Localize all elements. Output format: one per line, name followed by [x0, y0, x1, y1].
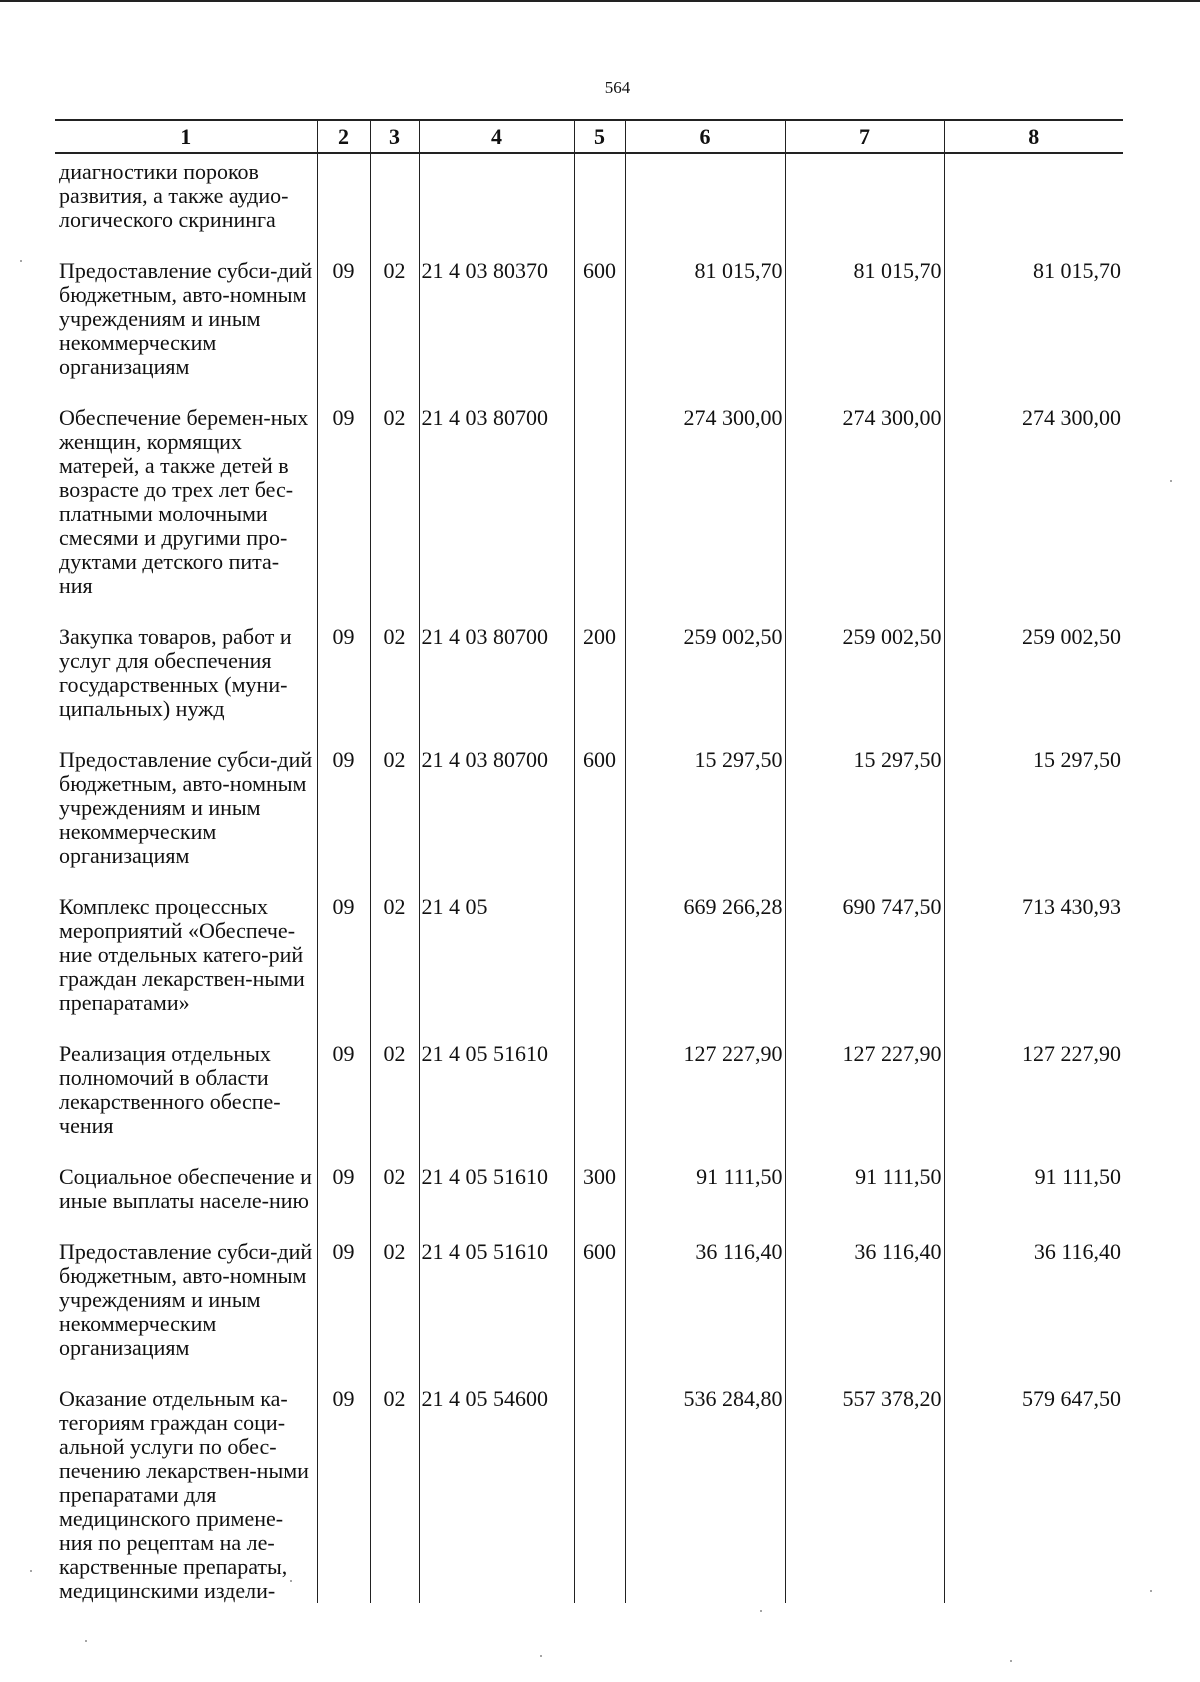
amount-col-8: 713 430,93	[944, 895, 1123, 1042]
amount-col-6: 259 002,50	[625, 625, 785, 748]
amount-col-8: 274 300,00	[944, 406, 1123, 625]
table-row	[55, 153, 1123, 259]
section-code: 09	[317, 1387, 370, 1603]
amount-col-6: 81 015,70	[625, 259, 785, 406]
subsection-code: 02	[370, 895, 419, 1042]
scan-speck	[85, 1640, 87, 1642]
section-code: 09	[317, 625, 370, 748]
amount-col-6: 91 111,50	[625, 1165, 785, 1240]
amount-col-8: 127 227,90	[944, 1042, 1123, 1165]
subsection-code: 02	[370, 406, 419, 625]
page-top-edge	[0, 0, 1200, 2]
target-article-code: 21 4 03 80700	[419, 625, 574, 748]
amount-col-8: 579 647,50	[944, 1387, 1123, 1603]
expense-type-code	[574, 153, 625, 259]
section-code: 09	[317, 1165, 370, 1240]
amount-col-7: 36 116,40	[785, 1240, 944, 1387]
section-code: 09	[317, 895, 370, 1042]
subsection-code: 02	[370, 1387, 419, 1603]
expense-type-code: 600	[574, 748, 625, 895]
target-article-code: 21 4 03 80700	[419, 406, 574, 625]
item-name: Обеспечение беремен-ных женщин, кормящих матерей, а также детей в возрасте до трех лет бес-платными молочными смесями и другими про-дуктами детского пита-ния	[59, 405, 309, 598]
section-code: 09	[317, 406, 370, 625]
table-row	[55, 625, 1123, 748]
scan-speck	[290, 1580, 292, 1582]
scan-speck	[540, 1655, 542, 1657]
table-row	[55, 1240, 1123, 1387]
section-code: 09	[317, 748, 370, 895]
amount-col-6: 127 227,90	[625, 1042, 785, 1165]
table-row	[55, 895, 1123, 1042]
item-name: Реализация отдельных полномочий в области лекарственного обеспе-чения	[59, 1041, 281, 1138]
expense-type-code: 600	[574, 259, 625, 406]
amount-col-6: 36 116,40	[625, 1240, 785, 1387]
target-article-code: 21 4 05 51610	[419, 1165, 574, 1240]
amount-col-7: 15 297,50	[785, 748, 944, 895]
header-row	[55, 120, 1123, 153]
section-code: 09	[317, 1240, 370, 1387]
header-col-6: 6	[625, 120, 785, 153]
amount-col-7: 91 111,50	[785, 1165, 944, 1240]
table-row	[55, 1042, 1123, 1165]
subsection-code	[370, 153, 419, 259]
amount-col-8: 36 116,40	[944, 1240, 1123, 1387]
item-name: Социальное обеспечение и иные выплаты населе-нию	[59, 1164, 312, 1213]
header-col-5: 5	[574, 120, 625, 153]
amount-col-8: 15 297,50	[944, 748, 1123, 895]
scan-speck	[1010, 1660, 1012, 1662]
header-col-8: 8	[944, 120, 1123, 153]
amount-col-7: 274 300,00	[785, 406, 944, 625]
target-article-code: 21 4 05 51610	[419, 1042, 574, 1165]
header-col-7: 7	[785, 120, 944, 153]
table-row	[55, 259, 1123, 406]
expense-type-code	[574, 1042, 625, 1165]
item-name: Оказание отдельным ка-тегориям граждан соци-альной услуги по обес-печению лекарствен-ными препаратами для медицинского примене-ния по рецептам на ле-карственные препараты, медицинскими издели-	[59, 1386, 309, 1603]
target-article-code: 21 4 05 51610	[419, 1240, 574, 1387]
target-article-code: 21 4 03 80370	[419, 259, 574, 406]
amount-col-7: 690 747,50	[785, 895, 944, 1042]
table-row	[55, 1165, 1123, 1240]
section-code	[317, 153, 370, 259]
page-number: 564	[604, 78, 631, 97]
amount-col-8	[944, 153, 1123, 259]
scan-speck	[1170, 480, 1172, 482]
target-article-code: 21 4 05	[419, 895, 574, 1042]
amount-col-6	[625, 153, 785, 259]
scan-speck	[760, 1610, 762, 1612]
expense-type-code: 300	[574, 1165, 625, 1240]
amount-col-8: 259 002,50	[944, 625, 1123, 748]
amount-col-7	[785, 153, 944, 259]
item-name: Закупка товаров, работ и услуг для обеспечения государственных (муни-ципальных) нужд	[59, 624, 292, 721]
amount-col-7: 557 378,20	[785, 1387, 944, 1603]
amount-col-8: 81 015,70	[944, 259, 1123, 406]
section-code: 09	[317, 1042, 370, 1165]
target-article-code: 21 4 05 54600	[419, 1387, 574, 1603]
header-col-4: 4	[419, 120, 574, 153]
scan-speck	[1150, 1590, 1152, 1592]
scan-speck	[20, 260, 22, 262]
item-name: диагностики пороков развития, а также аудио-логического скрининга	[59, 159, 289, 232]
amount-col-6: 536 284,80	[625, 1387, 785, 1603]
subsection-code: 02	[370, 748, 419, 895]
subsection-code: 02	[370, 1042, 419, 1165]
section-code: 09	[317, 259, 370, 406]
amount-col-8: 91 111,50	[944, 1165, 1123, 1240]
target-article-code: 21 4 03 80700	[419, 748, 574, 895]
header-col-3: 3	[370, 120, 419, 153]
header-col-2: 2	[317, 120, 370, 153]
amount-col-6: 274 300,00	[625, 406, 785, 625]
item-name: Комплекс процессных мероприятий «Обеспече-ние отдельных катего-рий граждан лекарствен-ными препаратами»	[59, 894, 305, 1015]
item-name: Предоставление субси-дий бюджетным, авто-номным учреждениям и иным некоммерческим организациям	[59, 1239, 313, 1360]
table-row	[55, 406, 1123, 625]
table-row	[55, 748, 1123, 895]
table-row	[55, 1387, 1123, 1603]
item-name: Предоставление субси-дий бюджетным, авто-номным учреждениям и иным некоммерческим организациям	[59, 747, 313, 868]
amount-col-6: 15 297,50	[625, 748, 785, 895]
subsection-code: 02	[370, 625, 419, 748]
expense-type-code: 200	[574, 625, 625, 748]
amount-col-6: 669 266,28	[625, 895, 785, 1042]
header-col-1: 1	[55, 120, 317, 153]
subsection-code: 02	[370, 1165, 419, 1240]
subsection-code: 02	[370, 1240, 419, 1387]
budget-table	[55, 119, 1123, 1603]
subsection-code: 02	[370, 259, 419, 406]
target-article-code	[419, 153, 574, 259]
item-name: Предоставление субси-дий бюджетным, авто-номным учреждениям и иным некоммерческим организациям	[59, 258, 313, 379]
amount-col-7: 127 227,90	[785, 1042, 944, 1165]
amount-col-7: 259 002,50	[785, 625, 944, 748]
expense-type-code	[574, 895, 625, 1042]
amount-col-7: 81 015,70	[785, 259, 944, 406]
expense-type-code	[574, 1387, 625, 1603]
scan-speck	[30, 1570, 32, 1572]
expense-type-code: 600	[574, 1240, 625, 1387]
expense-type-code	[574, 406, 625, 625]
